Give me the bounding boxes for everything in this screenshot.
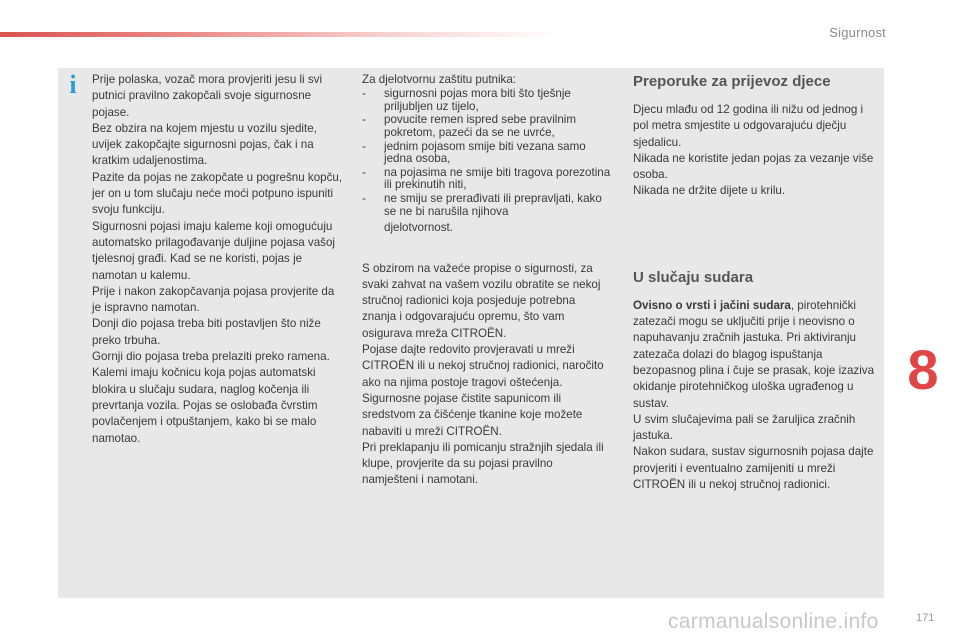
list-item	[362, 88, 612, 113]
list-item-text: sigurnosni pojas mora biti što tješnje priljubljen uz tijelo,	[384, 87, 571, 113]
header-accent-bar	[0, 32, 560, 37]
list-dash: -	[362, 165, 366, 179]
seatbelt-info-column	[92, 72, 344, 447]
chapter-number: 8	[907, 338, 939, 401]
list-item	[362, 193, 612, 218]
crash-text-rest: , pirotehnički zatezači mogu se uključiti prije i neovisno o napuhavanju zračnih jastuka. Pri aktiviranju zatezača dolazi do blagog ispuštanja bezopasnog plina i čuje se prasak, koje izaziva okidanje pirotehničkog uloška ugrađenog u sustav. U svim slučajevima pali se žaruljica zračnih jastuka. Nakon sudara, sustav sigurnosnih pojasa dajte provjeriti i eventualno zamijeniti u mreži CITROËN ili u nekoj stručnoj radionici.	[633, 298, 875, 492]
list-item	[362, 114, 612, 139]
list-dash: -	[362, 113, 366, 127]
list-dash: -	[362, 139, 366, 153]
section-title: Sigurnost	[829, 25, 886, 40]
protection-list	[362, 88, 612, 218]
protection-list-tail: djelotvornost.	[384, 221, 453, 235]
list-item	[362, 167, 612, 192]
list-item-text: ne smiju se prerađivati ili prepravljati, kako se ne bi narušila njihova	[384, 192, 602, 218]
info-icon: i	[69, 70, 77, 99]
seatbelt-info-text: Prije polaska, vozač mora provjeriti jesu li svi putnici pravilno zakopčali svoje sigurnosne pojase. Bez obzira na kojem mjestu u vozilu sjedite, uvijek zakopčajte sigurnosni pojas, čak i na kratkim udaljenostima. Pazite da pojas ne zakopčate u pogrešnu kopču, jer on u tom slučaju neće moći potpuno ispuniti svoju funkciju. Sigurnosni pojasi imaju kaleme koji omogućuju automatsko prilagođavanje duljine pojasa vašoj tjelesnoj građi. Kad se ne koristi, pojas je namotan u kalemu. Prije i nakon zakopčavanja pojasa provjerite da je ispravno namotan. Donji dio pojasa treba biti postavljen što niže preko trbuha. Gornji dio pojasa treba prelaziti preko ramena. Kalemi imaju kočnicu koja pojas automatski blokira u slučaju sudara, naglog kočenja ili prevrtanja vozila. Pojas se oslobađa čvrstim povlačenjem i otpuštanjem, kako bi se malo namotao.	[92, 73, 343, 445]
list-dash: -	[362, 192, 366, 206]
protection-column	[362, 72, 612, 489]
service-info-text: S obzirom na važeće propise o sigurnosti, za svaki zahvat na vašem vozilu obratite se nekoj stručnoj radionici koja posjeduje potrebna znanja i odgovarajuću opremu, što vam osigurava mreža CITROËN. Pojase dajte redovito provjeravati u mreži CITROËN ili u nekoj stručnoj radionici, naročito ako na njima postoje tragovi oštećenja. Sigurnosne pojase čistite sapunicom ili sredstvom za čišćenje tkanine koje možete nabaviti u mreži CITROËN. Pri preklapanju ili pomicanju stražnjih sjedala ili klupe, provjerite da su pojasi pravilno namješteni i namotani.	[362, 261, 604, 487]
crash-lead-bold: Ovisno o vrsti i jačini sudara	[633, 298, 791, 312]
list-item	[362, 141, 612, 166]
child-transport-text: Djecu mlađu od 12 godina ili nižu od jednog i pol metra smjestite u odgovarajuću dječju sjedalicu. Nikada ne koristite jedan pojas za vezanje više osoba. Nikada ne držite dijete u krilu.	[633, 103, 874, 198]
watermark: carmanualsonline.info	[668, 610, 879, 633]
crash-text	[633, 298, 878, 494]
crash-heading: U slučaju sudara	[633, 268, 754, 286]
page-number: 171	[916, 612, 935, 624]
list-dash: -	[362, 87, 366, 101]
list-item-text: na pojasima ne smije biti tragova porezotina ili prekinutih niti,	[384, 165, 611, 192]
list-item-text: povucite remen ispred sebe pravilnim pokretom, pazeći da se ne uvrće,	[384, 113, 577, 140]
child-and-crash-column	[633, 72, 878, 493]
protection-intro: Za djelotvornu zaštitu putnika:	[362, 73, 517, 86]
list-item-text: jednim pojasom smije biti vezana samo jedna osoba,	[384, 139, 586, 166]
child-transport-heading: Preporuke za prijevoz djece	[633, 73, 831, 90]
